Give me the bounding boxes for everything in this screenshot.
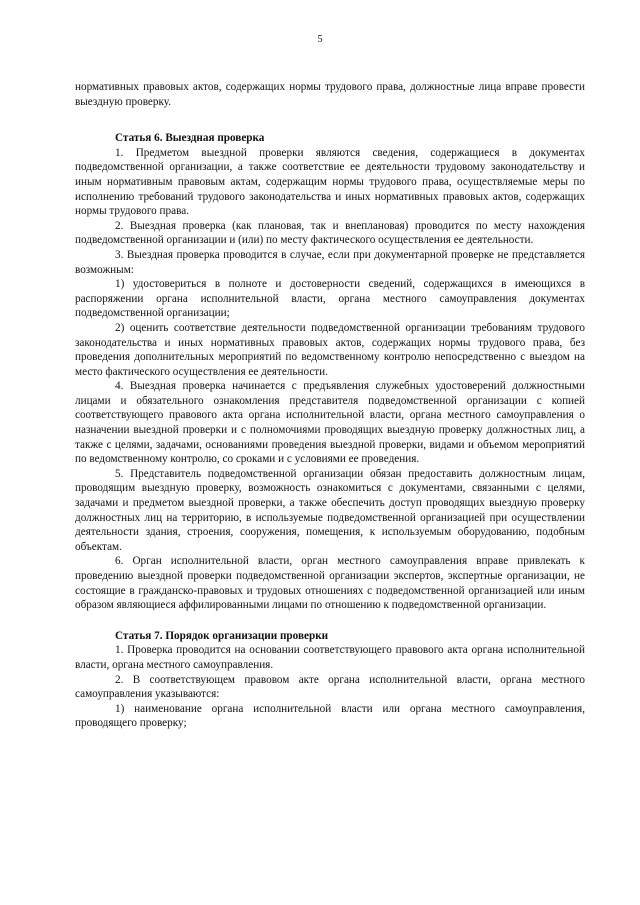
article-6-paragraph: 6. Орган исполнительной власти, орган местного самоуправления вправе привлекать к проведению выездной проверки подведомственной организации экспертов, экспертные организации, не состоящие в гражданско-правовых и трудовых отношениях с подведомственной организацией или иным образом являющиеся аффилированными лицами по отношению к подведомственной организации. xyxy=(75,555,585,612)
article-6-heading: Статья 6. Выездная проверка xyxy=(115,132,265,145)
document-body xyxy=(75,80,585,731)
article-6-paragraph: 3. Выездная проверка проводится в случае, если при документарной проверке не представляется возможным: xyxy=(75,248,585,276)
article-7-paragraph: 1) наименование органа исполнительной власти или органа местного самоуправления, проводящего проверку; xyxy=(75,702,585,730)
article-6-paragraph: 1) удостовериться в полноте и достоверности сведений, содержащихся в имеющихся в распоряжении органа исполнительной власти, органа местного самоуправления документах подведомственной организации; xyxy=(75,278,585,320)
page-number: 5 xyxy=(317,34,323,45)
intro-paragraph: нормативных правовых актов, содержащих нормы трудового права, должностные лица вправе провести выездную проверку. xyxy=(75,81,585,108)
article-6-paragraph: 1. Предметом выездной проверки являются сведения, содержащиеся в документах подведомственной организации, а также соответствие ее деятельности трудовому законодательству и иным нормативным правовым актам, содержащим нормы трудового права, осуществляемые меры по исполнению требований трудового законодательства и иных нормативных правовых актов, содержащих нормы трудового права. xyxy=(75,146,585,218)
article-7-paragraph: 2. В соответствующем правовом акте органа исполнительной власти, органа местного самоуправления указываются: xyxy=(75,673,585,701)
article-6-paragraph: 5. Представитель подведомственной организации обязан предоставить должностным лицам, проводящим выездную проверку, возможность ознакомиться с документами, связанными с целями, задачами и предметом выездной проверки, а также обеспечить доступ проводящих выездную проверку должностных лиц на территорию, в используемые подведомственной организацией при осуществлении деятельности здания, строения, сооружения, помещения, к используемым оборудованию, подобным объектам. xyxy=(75,467,585,553)
article-6-paragraph: 4. Выездная проверка начинается с предъявления служебных удостоверений должностными лицами и обязательного ознакомления представителя подведомственной организации с копией соответствующего правового акта органа исполнительной власти, органа местного самоуправления о назначении выездной проверки и с полномочиями проводящих выездную проверку должностных лиц, а также с целями, задачами, основаниями проведения выездной проверки, видами и объемом мероприятий по ведомственному контролю, со сроками и с условиями ее проведения. xyxy=(75,380,585,466)
article-7-heading: Статья 7. Порядок организации проверки xyxy=(115,629,329,642)
article-6-paragraph: 2. Выездная проверка (как плановая, так и внеплановая) проводится по месту нахождения подведомственной организации и (или) по месту фактического осуществления ее деятельности. xyxy=(75,219,585,247)
article-6-paragraph: 2) оценить соответствие деятельности подведомственной организации требованиям трудового законодательства и иных нормативных правовых актов, содержащих нормы трудового права, без проведения дополнительных мероприятий по ведомственному контролю непосредственно с выездом на место фактического осуществления ее деятельности. xyxy=(75,321,585,378)
article-7-paragraph: 1. Проверка проводится на основании соответствующего правового акта органа исполнительной власти, органа местного самоуправления. xyxy=(75,644,585,671)
